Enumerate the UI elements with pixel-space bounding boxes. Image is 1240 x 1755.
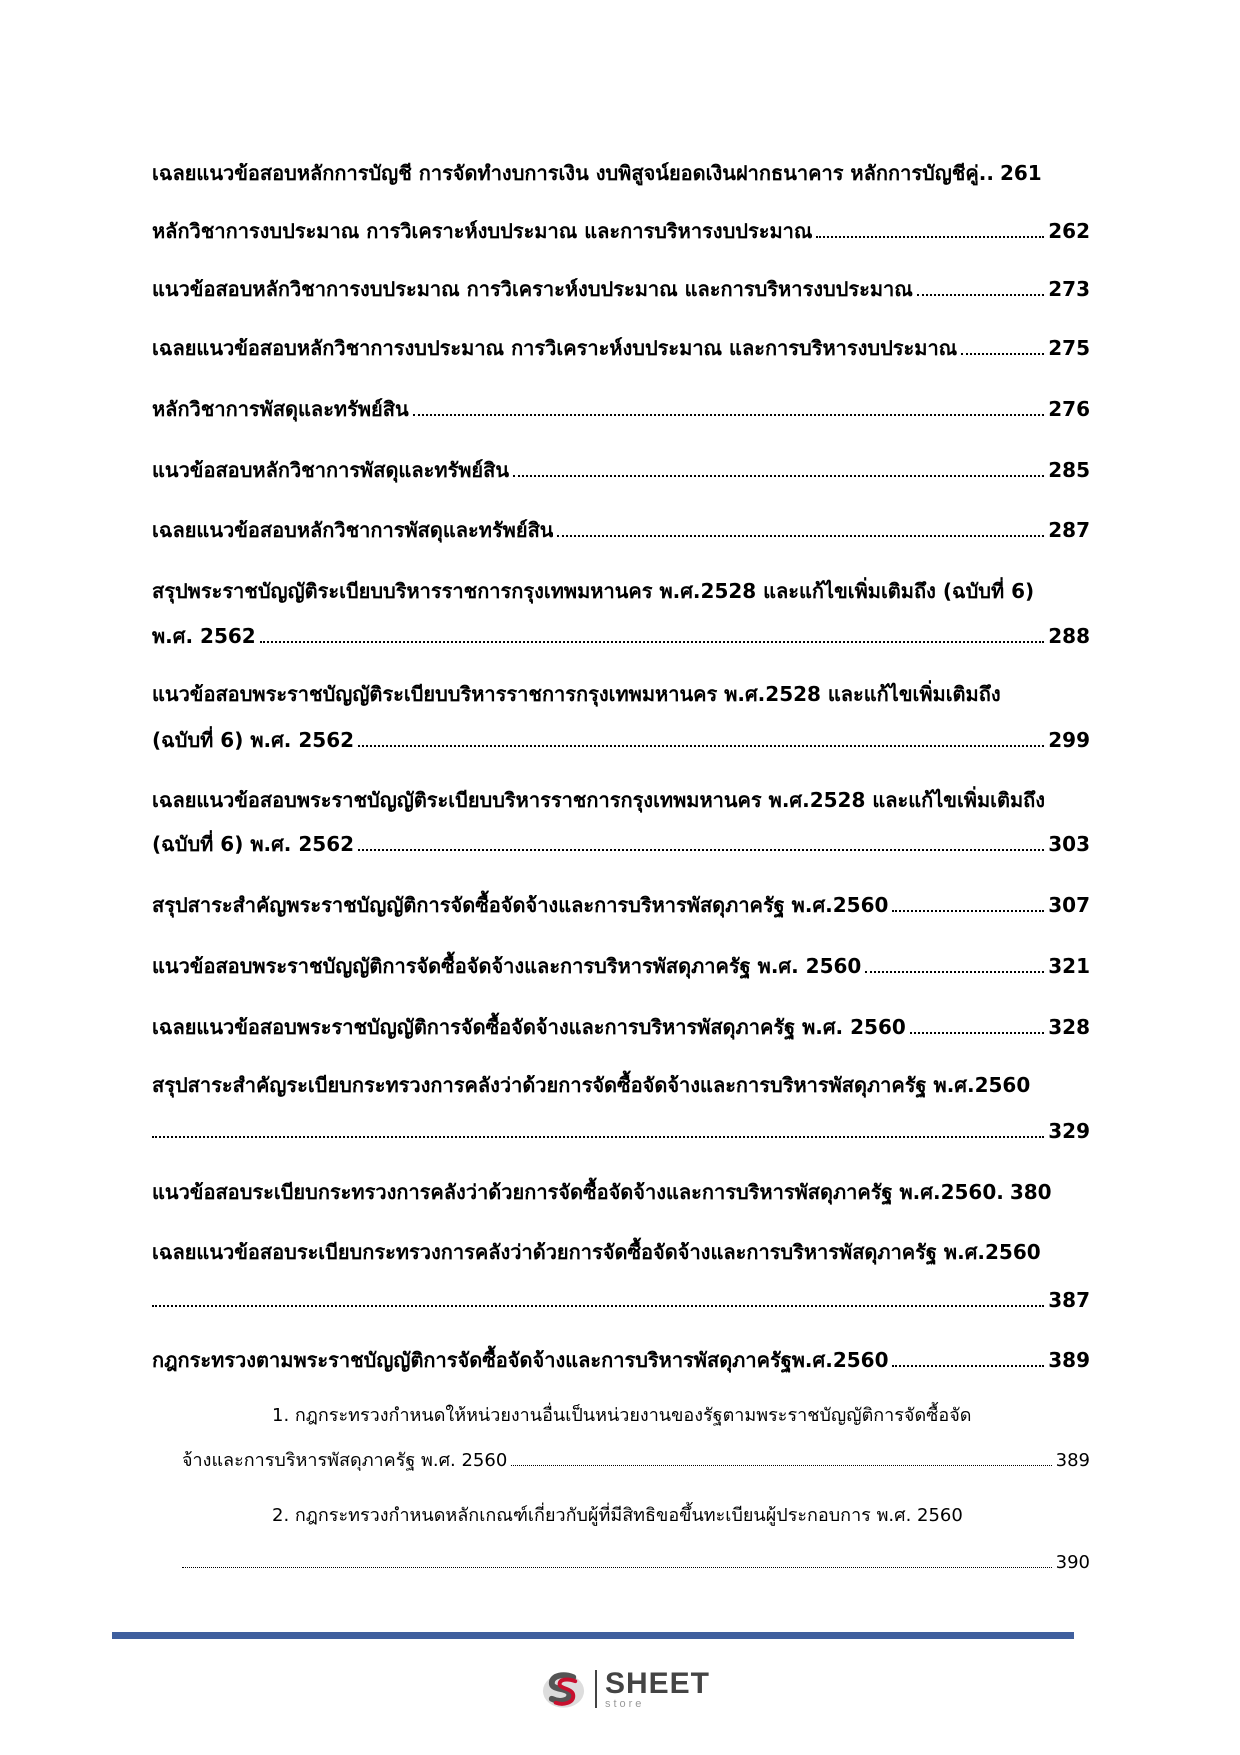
toc-entry[interactable] [152,155,1090,191]
toc-entry-page: 262 [1048,219,1090,243]
toc-entry-page: 287 [1048,518,1090,542]
toc-entry-page: 328 [1048,1015,1090,1039]
toc-entry-page: 288 [1048,624,1090,648]
leader-dots [182,1566,1052,1568]
toc-entry-title: หลักวิชาการงบประมาณ การวิเคราะห์งบประมาณ และการบริหารงบประมาณ [152,219,813,243]
toc-entry-page: 329 [1048,1119,1090,1143]
toc-entry[interactable] [152,452,1090,488]
toc-entry-title: เฉลยแนวข้อสอบหลักวิชาการพัสดุและทรัพย์สิน [152,518,554,542]
toc-entry-title: เฉลยแนวข้อสอบหลักการบัญชี การจัดทำงบการเงิน งบพิสูจน์ยอดเงินฝากธนาคาร หลักการบัญชีคู่.. [152,161,994,185]
toc-entry[interactable] [152,887,1090,923]
toc-entry[interactable] [152,1342,1090,1378]
toc-entry-title: สรุปสาระสำคัญพระราชบัญญัติการจัดซื้อจัดจ้างและการบริหารพัสดุภาครัฐ พ.ศ.2560 [152,893,889,917]
toc-entry-title: (ฉบับที่ 6) พ.ศ. 2562 [152,832,355,856]
toc-entry[interactable] [152,948,1090,984]
leader-dots [260,640,1045,643]
toc-entry[interactable] [152,391,1090,427]
sheet-store-logo [540,1662,710,1716]
toc-entry[interactable] [152,271,1090,307]
toc-entry-page: 307 [1048,893,1090,917]
toc-entry-page: 389 [1048,1348,1090,1372]
toc-subentry[interactable] [182,1443,1090,1479]
leader-dots [557,534,1044,537]
toc-entry-title-line1[interactable]: เฉลยแนวข้อสอบระเบียบกระทรวงการคลังว่าด้วยการจัดซื้อจัดจ้างและการบริหารพัสดุภาครัฐ พ.ศ.2560 [152,1240,1041,1264]
toc-entry-page: 261 [999,161,1042,185]
logo-tagline: store [604,1697,645,1710]
toc-entry-page: 390 [1055,1552,1090,1573]
leader-dots [961,352,1044,355]
leader-dots [152,1135,1044,1138]
toc-entry[interactable] [152,213,1090,249]
leader-dots [358,744,1044,747]
leader-dots [152,1304,1044,1307]
toc-entry-page: 299 [1048,728,1090,752]
toc-entry[interactable] [152,1009,1090,1045]
toc-subentry[interactable] [182,1545,1090,1581]
toc-subentry-title-line1[interactable]: 2. กฎกระทรวงกำหนดหลักเกณฑ์เกี่ยวกับผู้ที่มีสิทธิขอขึ้นทะเบียนผู้ประกอบการ พ.ศ. 2560 [272,1505,963,1526]
toc-entry-title: เฉลยแนวข้อสอบหลักวิชาการงบประมาณ การวิเคราะห์งบประมาณ และการบริหารงบประมาณ [152,336,958,360]
leader-dots [511,1464,1051,1466]
toc-entry-page: 380 [1009,1180,1052,1204]
toc-entry-title: เฉลยแนวข้อสอบพระราชบัญญัติการจัดซื้อจัดจ้างและการบริหารพัสดุภาครัฐ พ.ศ. 2560 [152,1015,906,1039]
leader-dots [358,848,1044,851]
toc-entry[interactable] [152,722,1090,758]
toc-entry-title-line1[interactable]: แนวข้อสอบพระราชบัญญัติระเบียบบริหารราชการกรุงเทพมหานคร พ.ศ.2528 และแก้ไขเพิ่มเติมถึง [152,682,1001,706]
toc-entry-title: (ฉบับที่ 6) พ.ศ. 2562 [152,728,355,752]
toc-entry-page: 273 [1048,277,1090,301]
toc-entry-title-line1[interactable]: เฉลยแนวข้อสอบพระราชบัญญัติระเบียบบริหารราชการกรุงเทพมหานคร พ.ศ.2528 และแก้ไขเพิ่มเติมถึง [152,788,1046,812]
toc-entry[interactable] [152,330,1090,366]
toc-entry[interactable] [152,826,1090,862]
toc-entry-title: แนวข้อสอบพระราชบัญญัติการจัดซื้อจัดจ้างและการบริหารพัสดุภาครัฐ พ.ศ. 2560 [152,954,862,978]
toc-entry[interactable] [152,1282,1090,1318]
toc-entry-page: 285 [1048,458,1090,482]
leader-dots [413,413,1045,416]
toc-entry[interactable] [152,1113,1090,1149]
logo-separator [595,1670,597,1708]
footer-rule [112,1632,1074,1639]
leader-dots [892,909,1044,912]
toc-entry-title: พ.ศ. 2562 [152,624,256,648]
leader-dots [865,970,1044,973]
toc-entry-title-line1[interactable]: สรุปสาระสำคัญระเบียบกระทรวงการคลังว่าด้วยการจัดซื้อจัดจ้างและการบริหารพัสดุภาครัฐ พ.ศ.2560 [152,1073,1031,1097]
leader-dots [816,235,1044,238]
toc-subentry-title-line1[interactable]: 1. กฎกระทรวงกำหนดให้หน่วยงานอื่นเป็นหน่วยงานของรัฐตามพระราชบัญญัติการจัดซื้อจัด [272,1405,972,1426]
leader-dots [910,1031,1044,1034]
toc-entry-page: 321 [1048,954,1090,978]
toc-entry-title: จ้างและการบริหารพัสดุภาครัฐ พ.ศ. 2560 [182,1450,508,1471]
toc-entry-page: 389 [1055,1450,1090,1471]
toc-entry[interactable] [152,618,1090,654]
leader-dots [917,293,1044,296]
toc-entry-title: แนวข้อสอบหลักวิชาการพัสดุและทรัพย์สิน [152,458,510,482]
toc-entry-title-line1[interactable]: สรุปพระราชบัญญัติระเบียบบริหารราชการกรุงเทพมหานคร พ.ศ.2528 และแก้ไขเพิ่มเติมถึง (ฉบับที่ 6) [152,579,1035,603]
leader-dots [892,1364,1044,1367]
toc-entry-page: 303 [1048,832,1090,856]
toc-entry-title: แนวข้อสอบระเบียบกระทรวงการคลังว่าด้วยการจัดซื้อจัดจ้างและการบริหารพัสดุภาครัฐ พ.ศ.2560. [152,1180,1004,1204]
toc-entry-page: 275 [1048,336,1090,360]
logo-name: SHEET [604,1666,710,1700]
toc-entry-title: แนวข้อสอบหลักวิชาการงบประมาณ การวิเคราะห์งบประมาณ และการบริหารงบประมาณ [152,277,913,301]
toc-entry[interactable] [152,1174,1090,1210]
sheet-store-logo-icon [540,1665,587,1713]
logo-text [604,1666,710,1710]
leader-dots [513,474,1044,477]
toc-entry-page: 276 [1048,397,1090,421]
toc-entry-title: หลักวิชาการพัสดุและทรัพย์สิน [152,397,409,421]
toc-entry-page: 387 [1048,1288,1090,1312]
toc-entry[interactable] [152,512,1090,548]
toc-entry-title: กฎกระทรวงตามพระราชบัญญัติการจัดซื้อจัดจ้างและการบริหารพัสดุภาครัฐพ.ศ.2560 [152,1348,889,1372]
